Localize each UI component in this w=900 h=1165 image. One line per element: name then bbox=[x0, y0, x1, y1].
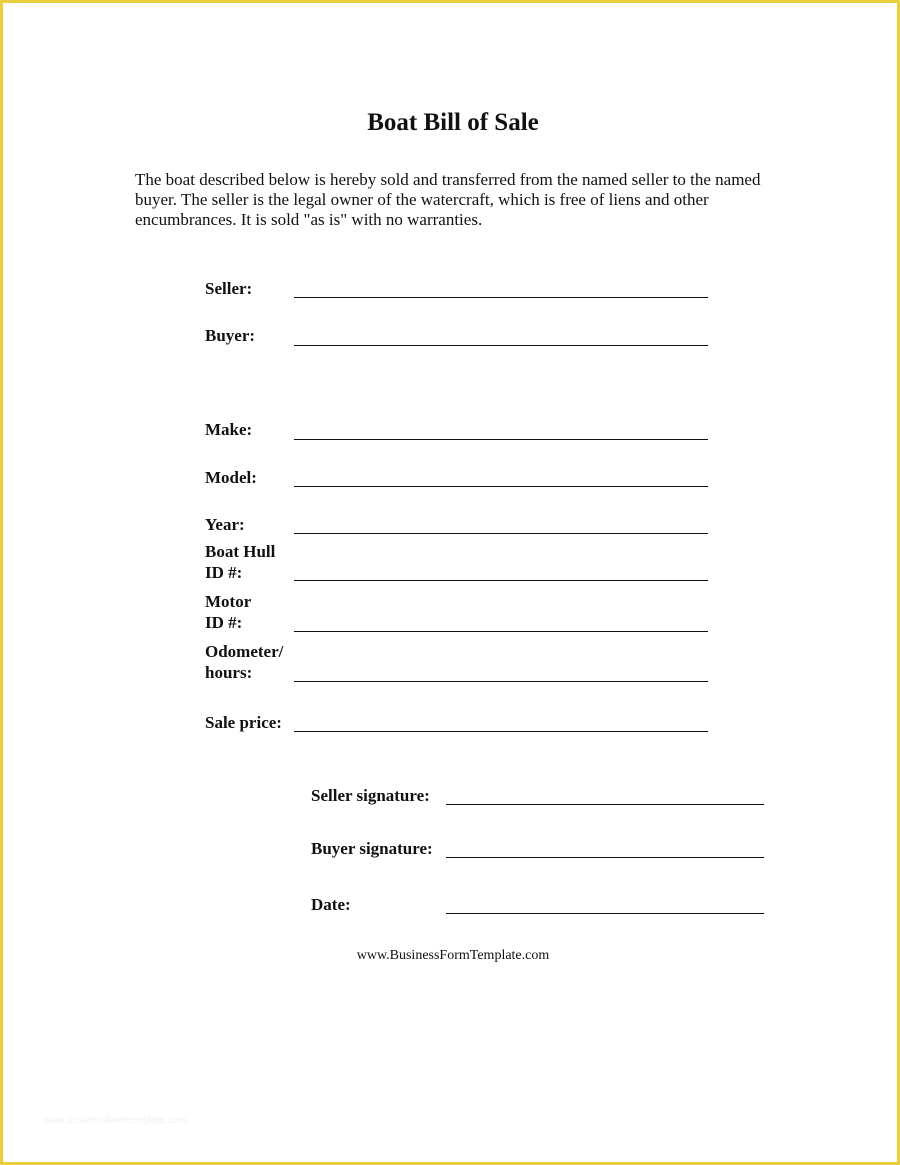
model-label: Model: bbox=[205, 468, 257, 487]
hull-id-label-line1: Boat Hull bbox=[205, 542, 276, 561]
motor-id-field-line[interactable] bbox=[294, 631, 708, 632]
page-title: Boat Bill of Sale bbox=[367, 109, 539, 136]
seller-label: Seller: bbox=[205, 279, 253, 298]
motor-id-label-line1: Motor bbox=[205, 592, 252, 611]
seller-signature-label: Seller signature: bbox=[311, 786, 430, 805]
sale-price-label: Sale price: bbox=[205, 713, 282, 732]
sale-price-field-line[interactable] bbox=[294, 731, 708, 732]
make-field-line[interactable] bbox=[294, 439, 708, 440]
watermark: www.businessformtemplate.com bbox=[43, 1115, 187, 1126]
hull-id-field-line[interactable] bbox=[294, 580, 708, 581]
buyer-signature-label: Buyer signature: bbox=[311, 839, 433, 858]
seller-signature-line[interactable] bbox=[446, 804, 764, 805]
buyer-field-line[interactable] bbox=[294, 345, 708, 346]
year-field-line[interactable] bbox=[294, 533, 708, 534]
buyer-signature-line[interactable] bbox=[446, 857, 764, 858]
buyer-label: Buyer: bbox=[205, 326, 256, 345]
intro-paragraph: The boat described below is hereby sold and transferred from the named seller to the named buyer. The seller is the legal owner of the watercraft, which is free of liens and other encumbrances. It is sold "as is" with no warranties. bbox=[135, 170, 761, 229]
date-line[interactable] bbox=[446, 913, 764, 914]
model-field-line[interactable] bbox=[294, 486, 708, 487]
odometer-field-line[interactable] bbox=[294, 681, 708, 682]
odometer-label-line1: Odometer/ bbox=[205, 642, 284, 661]
footer-url: www.BusinessFormTemplate.com bbox=[356, 948, 550, 963]
year-label: Year: bbox=[205, 515, 245, 534]
make-label: Make: bbox=[205, 420, 253, 439]
seller-field-line[interactable] bbox=[294, 297, 708, 298]
odometer-label-line2: hours: bbox=[205, 663, 253, 682]
date-label: Date: bbox=[311, 895, 351, 914]
motor-id-label-line2: ID #: bbox=[205, 613, 243, 632]
hull-id-label-line2: ID #: bbox=[205, 563, 243, 582]
